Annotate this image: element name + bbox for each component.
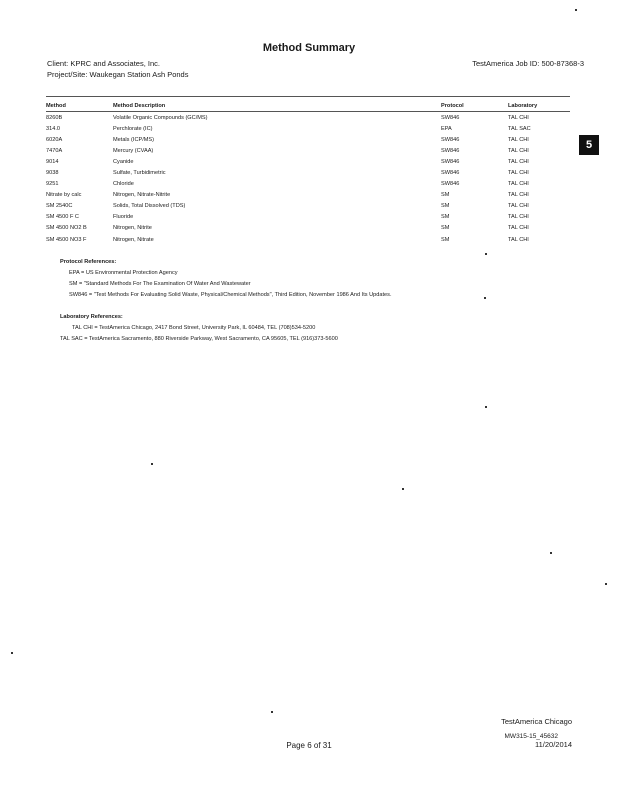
scan-speck	[11, 652, 13, 654]
cell-laboratory: TAL CHI	[508, 147, 529, 154]
cell-protocol: SW846	[441, 158, 460, 165]
cell-protocol: SW846	[441, 170, 460, 177]
cell-method: Nitrate by calc	[46, 192, 82, 199]
cell-method: SM 4500 F C	[46, 214, 79, 221]
cell-method: 9038	[46, 170, 59, 177]
table-row	[46, 212, 570, 223]
cell-protocol: SM	[441, 225, 450, 232]
cell-method: 314.0	[46, 125, 60, 132]
cell-description: Nitrogen, Nitrate	[113, 236, 154, 243]
cell-protocol: SW846	[441, 181, 460, 188]
scan-speck	[485, 406, 487, 408]
cell-protocol: SW846	[441, 114, 460, 121]
cell-protocol: SM	[441, 236, 450, 243]
cell-laboratory: TAL CHI	[508, 225, 529, 232]
table-row	[46, 145, 570, 156]
cell-method: SM 2540C	[46, 203, 73, 210]
cell-description: Fluoride	[113, 214, 134, 221]
protocol-reference-line: EPA = US Environmental Protection Agency	[69, 270, 178, 276]
cell-laboratory: TAL CHI	[508, 170, 529, 177]
cell-protocol: SW846	[441, 147, 460, 154]
scan-speck	[151, 463, 153, 465]
cell-laboratory: TAL CHI	[508, 114, 529, 121]
table-row	[46, 134, 570, 145]
table-header-row	[46, 101, 570, 112]
cell-protocol: SM	[441, 192, 450, 199]
cell-protocol: SM	[441, 203, 450, 210]
cell-laboratory: TAL CHI	[508, 203, 529, 210]
cell-description: Nitrogen, Nitrite	[113, 225, 152, 232]
cell-laboratory: TAL CHI	[508, 236, 529, 243]
protocol-references-heading: Protocol References:	[60, 259, 117, 265]
cell-description: Perchlorate (IC)	[113, 125, 153, 132]
header-divider	[46, 96, 570, 97]
scan-speck	[485, 253, 487, 255]
table-row	[46, 112, 570, 124]
table-row	[46, 223, 570, 234]
column-header-protocol: Protocol	[441, 101, 508, 112]
column-header-method: Method	[46, 101, 113, 112]
section-tab-5: 5	[579, 135, 599, 155]
table-row	[46, 190, 570, 201]
cell-method: 6020A	[46, 136, 63, 143]
cell-laboratory: TAL CHI	[508, 192, 529, 199]
cell-description: Cyanide	[113, 158, 134, 165]
laboratory-reference-line: TAL SAC = TestAmerica Sacramento, 880 Riverside Parkway, West Sacramento, CA 95605, TEL (916)373-5600	[60, 336, 338, 342]
laboratory-references-heading: Laboratory References:	[60, 314, 123, 320]
cell-method: 9014	[46, 158, 59, 165]
laboratory-reference-line: TAL CHI = TestAmerica Chicago, 2417 Bond Street, University Park, IL 60484, TEL (708)534-5200	[72, 325, 316, 331]
protocol-reference-line: SM = "Standard Methods For The Examination Of Water And Wastewater	[69, 281, 251, 287]
cell-method: SM 4500 NO2 B	[46, 225, 87, 232]
cell-laboratory: TAL CHI	[508, 181, 529, 188]
column-header-laboratory: Laboratory	[508, 101, 570, 112]
cell-description: Metals (ICP/MS)	[113, 136, 155, 143]
method-table	[46, 101, 570, 245]
table-row	[46, 179, 570, 190]
laboratory-references	[60, 314, 338, 345]
scan-speck	[550, 552, 552, 554]
scan-speck	[271, 711, 273, 713]
column-header-description: Method Description	[113, 101, 441, 112]
cell-description: Sulfate, Turbidimetric	[113, 170, 166, 177]
page-title: Method Summary	[262, 42, 356, 54]
cell-description: Solids, Total Dissolved (TDS)	[113, 203, 186, 210]
cell-protocol: SM	[441, 214, 450, 221]
table-row	[46, 123, 570, 134]
cell-method: 9251	[46, 181, 59, 188]
cell-laboratory: TAL CHI	[508, 214, 529, 221]
cell-description: Nitrogen, Nitrate-Nitrite	[113, 192, 171, 199]
table-row	[46, 201, 570, 212]
scan-speck	[605, 583, 607, 585]
cell-laboratory: TAL CHI	[508, 136, 529, 143]
cell-laboratory: TAL SAC	[508, 125, 531, 132]
scan-speck	[402, 488, 404, 490]
scan-speck	[484, 297, 486, 299]
cell-laboratory: TAL CHI	[508, 158, 529, 165]
protocol-reference-line: SW846 = "Test Methods For Evaluating Solid Waste, Physical/Chemical Methods", Third Edition, November 1986 And Its Updates.	[69, 292, 392, 298]
cell-description: Mercury (CVAA)	[113, 147, 154, 154]
cell-method: 8260B	[46, 114, 63, 121]
cell-method: SM 4500 NO3 F	[46, 236, 87, 243]
footer-lab-name: TestAmerica Chicago	[501, 717, 572, 726]
protocol-references	[60, 259, 392, 301]
client-line: Client: KPRC and Associates, Inc.	[47, 59, 160, 68]
cell-description: Chloride	[113, 181, 134, 188]
scan-speck	[575, 9, 577, 11]
cell-method: 7470A	[46, 147, 63, 154]
cell-protocol: SW846	[441, 136, 460, 143]
project-line: Project/Site: Waukegan Station Ash Ponds	[47, 70, 189, 79]
table-row	[46, 234, 570, 245]
footer-doc-code: MW315-15_45632	[504, 733, 558, 740]
cell-description: Volatile Organic Compounds (GC/MS)	[113, 114, 208, 121]
cell-protocol: EPA	[441, 125, 452, 132]
table-row	[46, 156, 570, 167]
footer-date: 11/20/2014	[535, 740, 572, 749]
table-row	[46, 167, 570, 178]
job-id: TestAmerica Job ID: 500-87368-3	[472, 59, 584, 68]
page-number: Page 6 of 31	[286, 741, 332, 750]
